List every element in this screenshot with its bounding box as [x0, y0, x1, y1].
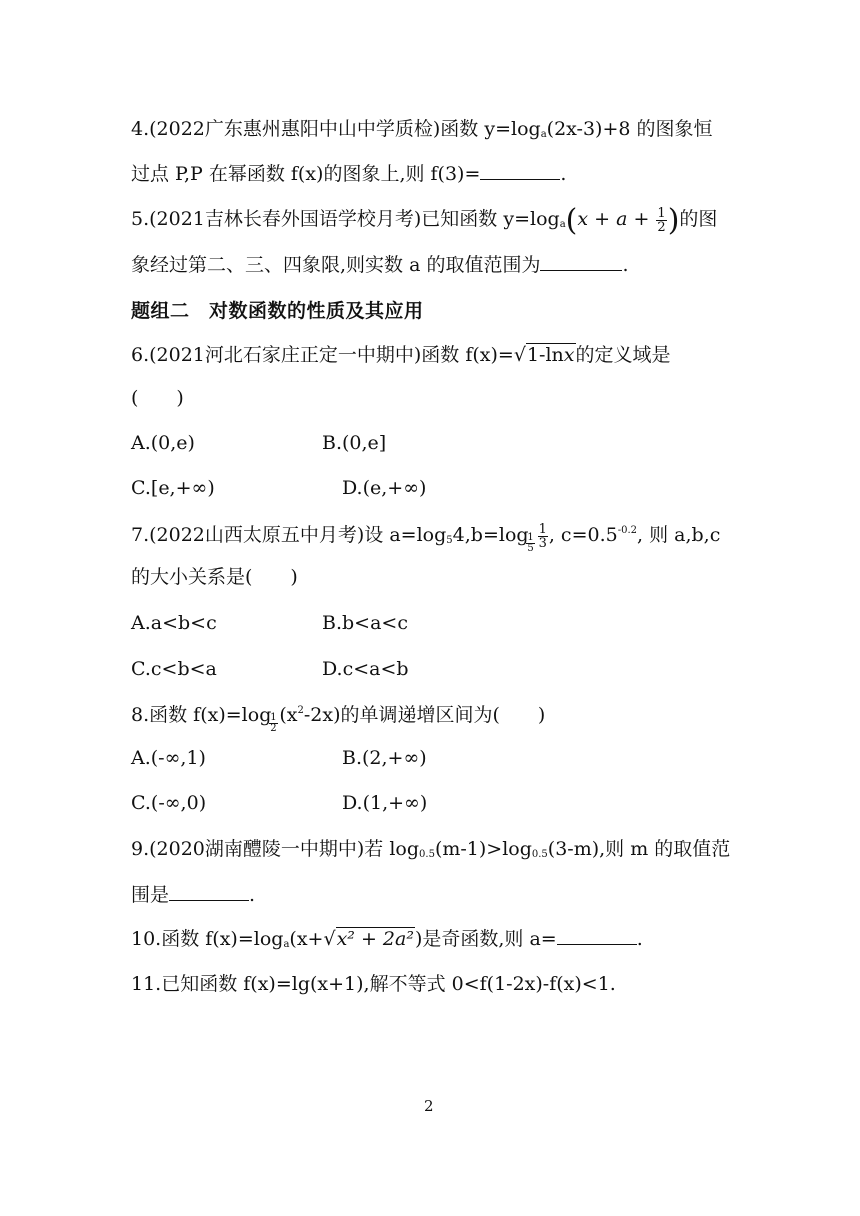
q6-text: 6.(2021河北石家庄正定一中期中)函数 f(x)= — [131, 344, 514, 366]
fraction-denominator: 3 — [538, 535, 547, 551]
log-subscript: 0.5 — [419, 849, 435, 860]
section-heading: 题组二 对数函数的性质及其应用 — [131, 300, 424, 322]
q6-option-b[interactable]: B.(0,e] — [322, 432, 387, 454]
fraction-third — [538, 523, 548, 550]
page-number: 2 — [424, 1097, 434, 1115]
q9-text: 9.(2020湖南醴陵一中期中)若 log — [131, 838, 420, 860]
q7-line1 — [131, 517, 720, 555]
q6-text-cont: 的定义域是 — [575, 344, 671, 366]
answer-blank[interactable] — [169, 882, 249, 901]
q8-option-c[interactable]: C.(-∞,0) — [131, 792, 207, 814]
q8-option-b[interactable]: B.(2,+∞) — [342, 747, 427, 769]
q7-text-b: 4,b=lo — [452, 524, 517, 546]
square-root — [323, 925, 414, 953]
q4-line1 — [131, 115, 713, 149]
math-expression: x + a + — [577, 208, 656, 230]
q5-text2: 象经过第二、三、四象限,则实数 a 的取值范围为 — [131, 254, 541, 276]
q6-option-c[interactable]: C.[e,+∞) — [131, 477, 215, 499]
answer-blank[interactable] — [557, 926, 637, 945]
fraction-denominator: 2 — [270, 723, 277, 734]
q6-option-d[interactable]: D.(e,+∞) — [342, 477, 427, 499]
q9-line1 — [131, 835, 730, 869]
radical-sign: √ — [323, 928, 336, 950]
base-fraction — [269, 713, 277, 734]
log-subscript: 5 — [446, 535, 453, 546]
q5-line2 — [131, 251, 629, 279]
q7-option-a[interactable]: A.a<b<c — [131, 612, 217, 634]
q7-option-c[interactable]: C.c<b<a — [131, 658, 217, 680]
q7-option-b[interactable]: B.b<a<c — [322, 612, 408, 634]
period: . — [636, 928, 643, 950]
q10-line1 — [131, 925, 643, 959]
q10-text-b: (x+ — [289, 928, 324, 950]
fraction-numerator: 1 — [270, 712, 277, 723]
q4-text2: 过点 P,P 在幂函数 f(x)的图象上,则 f(3)= — [131, 163, 481, 185]
q9-text-b: (m-1)>log — [434, 838, 532, 860]
q9-text-c: (3-m),则 m 的取值范 — [547, 838, 731, 860]
q8-text-c: -2x)的单调递增区间为( ) — [303, 704, 546, 726]
log-base-g: g $\frac{1}{2}$ — [259, 704, 277, 734]
q7-text-d: , 则 a,b,c — [637, 524, 721, 546]
left-paren: ( — [565, 203, 578, 238]
fraction-denominator: 2 — [657, 219, 666, 235]
period: . — [622, 254, 629, 276]
exponent: -0.2 — [617, 525, 637, 536]
q8-option-a[interactable]: A.(-∞,1) — [131, 747, 206, 769]
square-root — [514, 341, 576, 369]
fraction-numerator: 1 — [527, 532, 534, 543]
q8-line1 — [131, 697, 546, 734]
q7-option-d[interactable]: D.c<a<b — [322, 658, 409, 680]
period: . — [560, 163, 567, 185]
q7-line2: 的大小关系是( ) — [131, 566, 298, 588]
answer-blank[interactable] — [480, 161, 560, 180]
q4-text-cont: (2x-3)+8 的图象恒 — [546, 118, 713, 140]
q6-line1 — [131, 341, 671, 369]
fraction-denominator: 5 — [527, 543, 534, 554]
q10-text-c: )是奇函数,则 a= — [414, 928, 557, 950]
q10-text: 10.函数 f(x)=log — [131, 928, 284, 950]
log-subscript: 0.5 — [531, 849, 548, 860]
q9-text2: 围是 — [131, 884, 170, 906]
q4-text: 4.(2022广东惠州惠阳中山中学质检)函数 y=log — [131, 118, 541, 140]
fraction-numerator: 1 — [538, 521, 547, 537]
q11-line1: 11.已知函数 f(x)=lg(x+1),解不等式 0<f(1-2x)-f(x)<1. — [131, 973, 616, 995]
log-subscript: a — [283, 939, 290, 950]
exponent: 2 — [297, 705, 304, 716]
q9-line2 — [131, 881, 255, 909]
answer-blank[interactable] — [540, 252, 622, 271]
radicand: x² + 2a² — [336, 928, 414, 950]
q8-option-d[interactable]: D.(1,+∞) — [342, 792, 428, 814]
q6-answer-paren: ( ) — [131, 387, 184, 409]
log-subscript: a — [559, 219, 566, 230]
log-base-g: g $\frac{1}{5}$ — [516, 524, 534, 554]
fraction-numerator: 1 — [657, 205, 666, 221]
radicand-var: x — [563, 344, 575, 366]
q8-text-b: (x — [279, 704, 298, 726]
base-fraction — [526, 533, 534, 554]
q5-text-cont: 的图 — [679, 208, 718, 230]
radicand-text: 1-ln — [526, 344, 564, 366]
radicand — [526, 343, 576, 366]
q6-option-a[interactable]: A.(0,e) — [131, 432, 195, 454]
q7-text: 7.(2022山西太原五中月考)设 a=log — [131, 524, 447, 546]
fraction-half — [656, 207, 666, 234]
period: . — [249, 884, 256, 906]
q7-text-c: , c=0.5 — [548, 524, 618, 546]
q8-text: 8.函数 f(x)=lo — [131, 704, 260, 726]
q5-line1 — [131, 205, 717, 239]
log-subscript: a — [540, 129, 547, 140]
q5-text: 5.(2021吉林长春外国语学校月考)已知函数 y=log — [131, 208, 560, 230]
radical-sign: √ — [513, 344, 526, 366]
right-paren: ) — [667, 203, 680, 238]
q4-line2 — [131, 160, 566, 188]
